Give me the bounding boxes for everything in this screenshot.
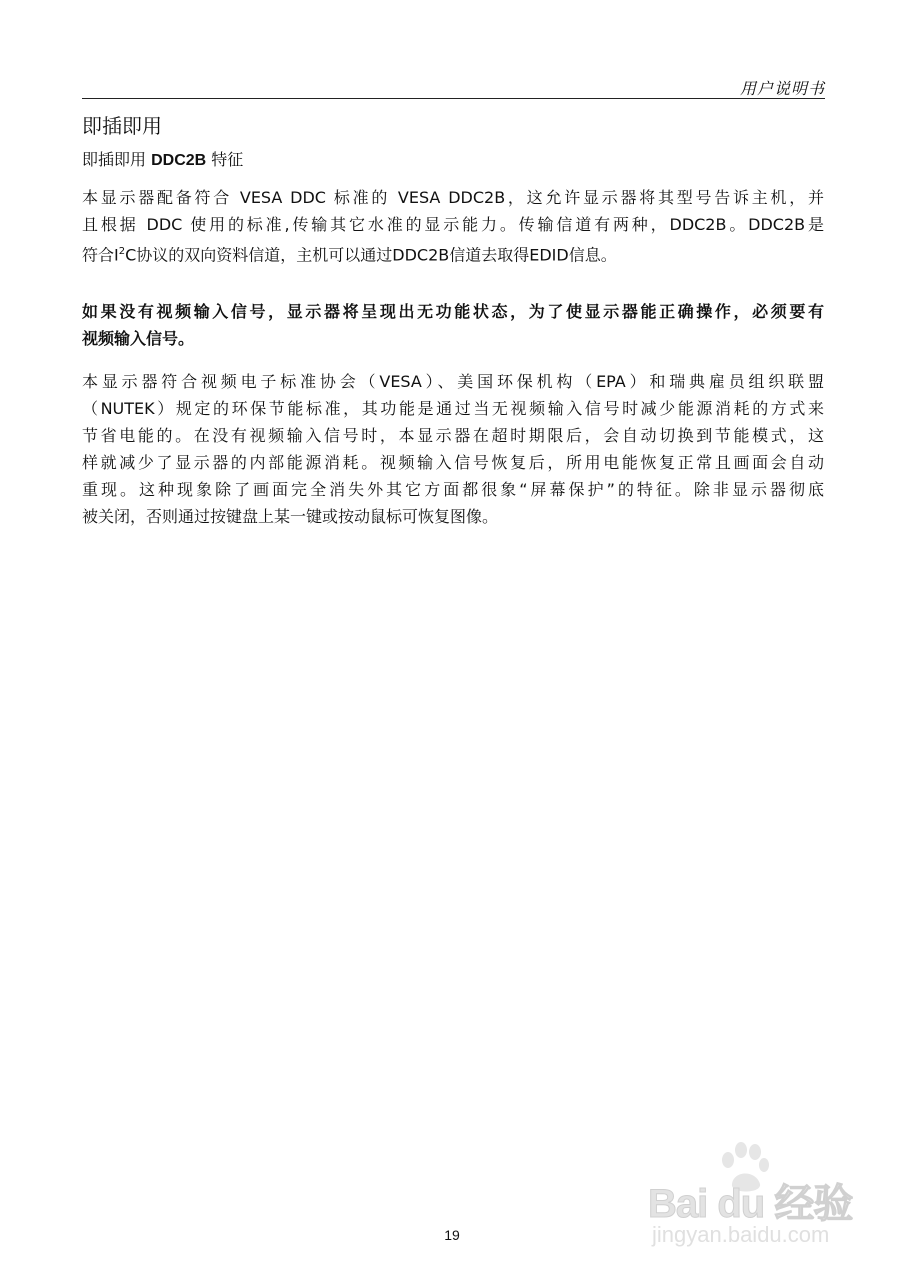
subtitle-bold: DDC2B [151,152,207,169]
paragraph-line: 本显示器符合视频电子标准协会（VESA）、美国环保机构（EPA）和瑞典雇员组织联盟 [82,372,824,391]
baidu-logo: Bai du 经验 [648,1182,853,1226]
paragraph-ddc2b [82,184,824,268]
paragraph-line [82,238,824,268]
paragraph-line: 节省电能的。在没有视频输入信号时，本显示器在超时期限后，会自动切换到节能模式，这 [82,426,824,445]
subtitle-prefix: 即插即用 [82,150,152,169]
paragraph-line: 如果没有视频输入信号，显示器将呈现出无功能状态，为了使显示器能正确操作，必须要有 [82,302,824,321]
superscript: 2 [118,246,126,257]
paragraph-video-signal-warning [82,298,824,352]
line-text: C协议的双向资料信道，主机可以通过DDC2B信道去取得EDID信息。 [125,245,617,265]
header-title: 用户说明书 [739,79,825,98]
paragraph-line: 视频输入信号。 [82,329,195,348]
paragraph-line: （NUTEK）规定的环保节能标准，其功能是通过当无视频输入信号时减少能源消耗的方式来 [82,399,824,418]
paragraph-power-saving [82,368,824,530]
watermark-url: jingyan.baidu.com [652,1222,830,1247]
section-subtitle [82,147,243,170]
subtitle-suffix: 特征 [206,150,244,169]
paragraph-line: 且根据 DDC 使用的标准,传输其它水准的显示能力。传输信道有两种，DDC2B。DDC2B是 [82,215,824,234]
paragraph-line: 本显示器配备符合 VESA DDC 标准的 VESA DDC2B，这允许显示器将其型号告诉主机，并 [82,188,824,207]
header-divider [82,98,825,99]
page-number: 19 [444,1227,460,1243]
line-text: 符合I [82,245,119,265]
section-title: 即插即用 [82,114,162,138]
paragraph-line: 重现。这种现象除了画面完全消失外其它方面都很象“屏幕保护”的特征。除非显示器彻底 [82,480,824,499]
paragraph-line: 被关闭，否则通过按键盘上某一键或按动鼠标可恢复图像。 [82,507,499,526]
paragraph-line: 样就减少了显示器的内部能源消耗。视频输入信号恢复后，所用电能恢复正常且画面会自动 [82,453,824,472]
